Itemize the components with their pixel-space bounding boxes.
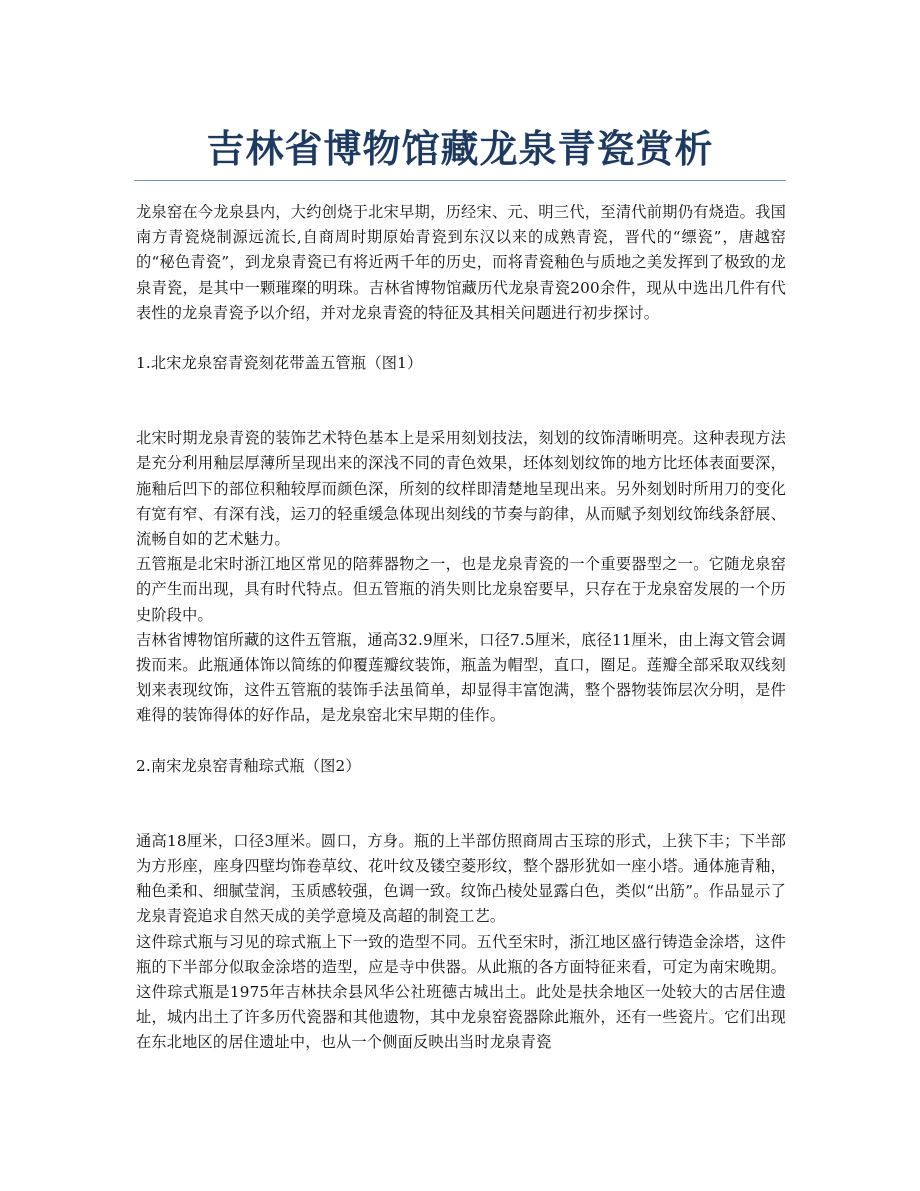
section-2-paragraph-2: 这件琮式瓶与习见的琮式瓶上下一致的造型不同。五代至宋时，浙江地区盛行铸造金涂塔，这件瓶的下半部分似取金涂塔的造型，应是寺中供器。从此瓶的各方面特征来看，可定为南宋晚期。这件琮式瓶是1975年吉林扶余县风华公社班德古城出土。此处是扶余地区一处较大的古居住遗址，城内出土了许多历代瓷器和其他遗物，其中龙泉窑瓷器除此瓶外，还有一些瓷片。它们出现在东北地区的居住遗址中，也从一个侧面反映出当时龙泉青瓷	[136, 932, 786, 1052]
title-divider	[134, 180, 786, 181]
document-title: 吉林省博物馆藏龙泉青瓷赏析	[206, 127, 714, 171]
section-1-paragraph-1: 北宋时期龙泉青瓷的装饰艺术特色基本上是采用刻划技法，刻划的纹饰清晰明亮。这种表现方法是充分利用釉层厚薄所呈现出来的深浅不同的青色效果，坯体刻划纹饰的地方比坯体表面要深，施釉后凹下的部位积釉较厚而颜色深，所刻的纹样即清楚地呈现出来。另外刻划时所用刀的变化有宽有窄、有深有浅，运刀的轻重缓急体现出刻线的节奏与韵律，从而赋予刻划纹饰线条舒展、流畅自如的艺术魅力。	[136, 429, 786, 549]
spacer	[136, 326, 786, 351]
section-1-paragraph-3: 吉林省博物馆所藏的这件五管瓶，通高32.9厘米，口径7.5厘米，底径11厘米，由上海文管会调拨而来。此瓶通体饰以简练的仰覆莲瓣纹装饰，瓶盖为帽型，直口，圈足。莲瓣全部采取双线刻划来表现纹饰，这件五管瓶的装饰手法虽简单，却显得丰富饱满，整个器物装饰层次分明，是件难得的装饰得体的好作品，是龙泉窑北宋早期的佳作。	[136, 630, 786, 725]
section-1-paragraph-2: 五管瓶是北宋时浙江地区常见的陪葬器物之一，也是龙泉青瓷的一个重要器型之一。它随龙泉窑的产生而出现，具有时代特点。但五管瓶的消失则比龙泉窑要早，只存在于龙泉窑发展的一个历史阶段中。	[136, 555, 786, 624]
section-2-paragraph-1: 通高18厘米，口径3厘米。圆口，方身。瓶的上半部仿照商周古玉琮的形式，上狭下丰；下半部为方形座，座身四壁均饰卷草纹、花叶纹及镂空菱形纹，整个器形犹如一座小塔。通体施青釉，釉色柔和、细腻莹润，玉质感较强，色调一致。纹饰凸棱处显露白色，类似“出筋”。作品显示了龙泉青瓷追求自然天成的美学意境及高超的制瓷工艺。	[136, 831, 786, 926]
spacer	[136, 729, 786, 754]
spacer	[136, 779, 786, 829]
document-body	[136, 200, 786, 1056]
intro-paragraph: 龙泉窑在今龙泉县内，大约创烧于北宋早期，历经宋、元、明三代，至清代前期仍有烧造。我国南方青瓷烧制源远流长,自商周时期原始青瓷到东汉以来的成熟青瓷，晋代的“缥瓷”，唐越窑的“秘色青瓷”，到龙泉青瓷已有将近两千年的历史，而将青瓷釉色与质地之美发挥到了极致的龙泉青瓷，是其中一颗璀璨的明珠。吉林省博物馆藏历代龙泉青瓷200余件，现从中选出几件有代表性的龙泉青瓷予以介绍，并对龙泉青瓷的特征及其相关问题进行初步探讨。	[136, 203, 786, 322]
spacer	[136, 376, 786, 426]
section-1-heading: 1.北宋龙泉窑青瓷刻花带盖五管瓶（图1）	[136, 354, 423, 373]
section-2-heading: 2.南宋龙泉窑青釉琮式瓶（图2）	[136, 756, 361, 775]
